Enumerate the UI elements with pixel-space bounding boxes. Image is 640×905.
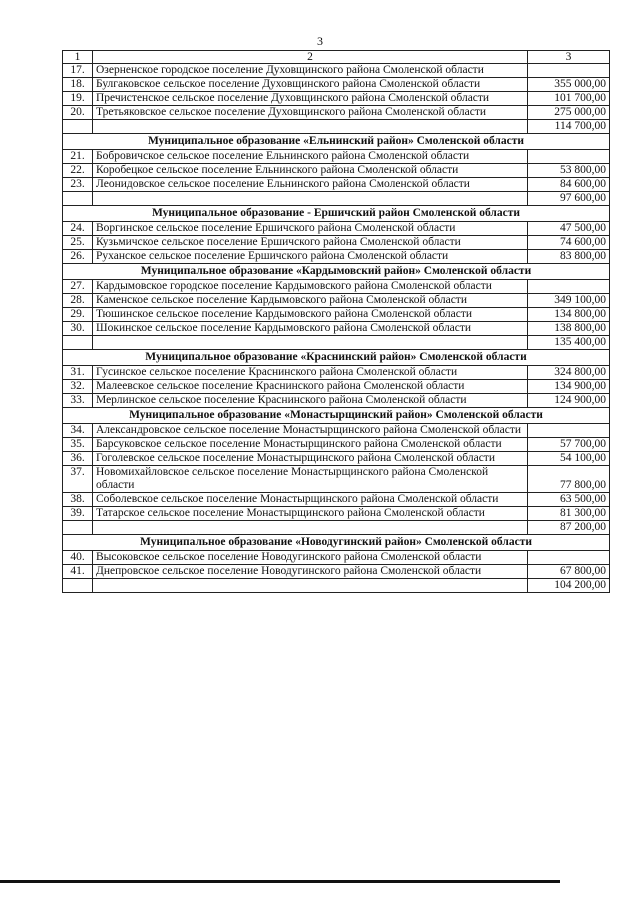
row-number	[63, 192, 93, 206]
row-number: 36.	[63, 452, 93, 466]
row-number: 18.	[63, 78, 93, 92]
settlement-name	[93, 192, 528, 206]
table-row	[63, 493, 610, 507]
header-col-1: 1	[63, 51, 93, 64]
table-row	[63, 521, 610, 535]
table-row	[63, 551, 610, 565]
amount-cell: 57 700,00	[528, 438, 610, 452]
settlement-name: Мерлинское сельское поселение Краснинского района Смоленской области	[93, 394, 528, 408]
settlement-name: Барсуковское сельское поселение Монастырщинского района Смоленской области	[93, 438, 528, 452]
row-number: 22.	[63, 164, 93, 178]
table-row	[63, 250, 610, 264]
amount-cell: 67 800,00	[528, 565, 610, 579]
settlement-name: Высоковское сельское поселение Новодугинского района Смоленской области	[93, 551, 528, 565]
table-row	[63, 280, 610, 294]
amount-cell: 74 600,00	[528, 236, 610, 250]
settlement-name: Озерненское городское поселение Духовщинского района Смоленской области	[93, 64, 528, 78]
settlement-name: Соболевское сельское поселение Монастырщинского района Смоленской области	[93, 493, 528, 507]
settlement-name: Александровское сельское поселение Монастырщинского района Смоленской области	[93, 424, 528, 438]
table-row	[63, 366, 610, 380]
section-title: Муниципальное образование - Ершичский район Смоленской области	[63, 206, 610, 222]
table-row	[63, 466, 610, 493]
amount-cell	[528, 150, 610, 164]
amount-cell	[528, 551, 610, 565]
table-row	[63, 452, 610, 466]
amount-cell: 87 200,00	[528, 521, 610, 535]
section-title: Муниципальное образование «Новодугинский район» Смоленской области	[63, 535, 610, 551]
row-number: 25.	[63, 236, 93, 250]
settlement-name: Тюшинское сельское поселение Кардымовского района Смоленской области	[93, 308, 528, 322]
section-title: Муниципальное образование «Кардымовский район» Смоленской области	[63, 264, 610, 280]
settlement-name: Руханское сельское поселение Ершичского района Смоленской области	[93, 250, 528, 264]
amount-cell: 63 500,00	[528, 493, 610, 507]
row-number: 37.	[63, 466, 93, 493]
row-number: 39.	[63, 507, 93, 521]
settlement-name: Коробецкое сельское поселение Ельнинского района Смоленской области	[93, 164, 528, 178]
section-title: Муниципальное образование «Ельнинский район» Смоленской области	[63, 134, 610, 150]
settlement-name: Гоголевское сельское поселение Монастырщинского района Смоленской области	[93, 452, 528, 466]
amount-cell: 47 500,00	[528, 222, 610, 236]
amount-cell: 135 400,00	[528, 336, 610, 350]
row-number: 19.	[63, 92, 93, 106]
amount-cell: 349 100,00	[528, 294, 610, 308]
table-row	[63, 64, 610, 78]
row-number: 32.	[63, 380, 93, 394]
row-number: 27.	[63, 280, 93, 294]
table-row	[63, 78, 610, 92]
amount-cell: 83 800,00	[528, 250, 610, 264]
amount-cell: 134 800,00	[528, 308, 610, 322]
row-number: 29.	[63, 308, 93, 322]
table-row	[63, 92, 610, 106]
settlement-name: Воргинское сельское поселение Ершичского района Смоленской области	[93, 222, 528, 236]
settlement-name	[93, 521, 528, 535]
table-row	[63, 507, 610, 521]
table-row	[63, 106, 610, 120]
table-row	[63, 322, 610, 336]
row-number: 33.	[63, 394, 93, 408]
section-header-row	[63, 535, 610, 551]
amount-cell: 114 700,00	[528, 120, 610, 134]
allocation-table	[62, 50, 610, 593]
row-number: 21.	[63, 150, 93, 164]
row-number	[63, 120, 93, 134]
row-number: 31.	[63, 366, 93, 380]
table-row	[63, 236, 610, 250]
table-row	[63, 308, 610, 322]
table-row	[63, 336, 610, 350]
section-header-row	[63, 408, 610, 424]
header-col-2: 2	[93, 51, 528, 64]
amount-cell: 97 600,00	[528, 192, 610, 206]
settlement-name	[93, 579, 528, 593]
table-row	[63, 222, 610, 236]
settlement-name: Третьяковское сельское поселение Духовщинского района Смоленской области	[93, 106, 528, 120]
table-row	[63, 424, 610, 438]
amount-cell: 138 800,00	[528, 322, 610, 336]
settlement-name: Леонидовское сельское поселение Ельнинского района Смоленской области	[93, 178, 528, 192]
section-header-row	[63, 264, 610, 280]
amount-cell: 101 700,00	[528, 92, 610, 106]
settlement-name: Гусинское сельское поселение Краснинского района Смоленской области	[93, 366, 528, 380]
table-row	[63, 120, 610, 134]
settlement-name: Кузьмичское сельское поселение Ершичского района Смоленской области	[93, 236, 528, 250]
section-header-row	[63, 350, 610, 366]
settlement-name: Новомихайловское сельское поселение Монастырщинского района Смоленской области	[93, 466, 528, 493]
settlement-name	[93, 120, 528, 134]
row-number: 24.	[63, 222, 93, 236]
row-number: 30.	[63, 322, 93, 336]
settlement-name	[93, 336, 528, 350]
settlement-name: Кардымовское городское поселение Кардымовского района Смоленской области	[93, 280, 528, 294]
amount-cell: 124 900,00	[528, 394, 610, 408]
amount-cell: 77 800,00	[528, 466, 610, 493]
table-row	[63, 438, 610, 452]
row-number: 17.	[63, 64, 93, 78]
row-number: 34.	[63, 424, 93, 438]
amount-cell: 84 600,00	[528, 178, 610, 192]
section-title: Муниципальное образование «Монастырщинский район» Смоленской области	[63, 408, 610, 424]
row-number	[63, 521, 93, 535]
amount-cell: 275 000,00	[528, 106, 610, 120]
amount-cell: 53 800,00	[528, 164, 610, 178]
settlement-name: Малеевское сельское поселение Краснинского района Смоленской области	[93, 380, 528, 394]
row-number: 40.	[63, 551, 93, 565]
amount-cell: 324 800,00	[528, 366, 610, 380]
settlement-name: Каменское сельское поселение Кардымовского района Смоленской области	[93, 294, 528, 308]
settlement-name: Булгаковское сельское поселение Духовщинского района Смоленской области	[93, 78, 528, 92]
section-title: Муниципальное образование «Краснинский район» Смоленской области	[63, 350, 610, 366]
table-row	[63, 164, 610, 178]
table-row	[63, 380, 610, 394]
row-number: 20.	[63, 106, 93, 120]
table-header-row	[63, 51, 610, 64]
row-number: 28.	[63, 294, 93, 308]
row-number: 26.	[63, 250, 93, 264]
page-bottom-rule	[0, 880, 560, 883]
settlement-name: Бобровичское сельское поселение Ельнинского района Смоленской области	[93, 150, 528, 164]
table-row	[63, 579, 610, 593]
row-number: 41.	[63, 565, 93, 579]
table-row	[63, 565, 610, 579]
row-number: 38.	[63, 493, 93, 507]
page-number: 3	[317, 34, 323, 48]
table-row	[63, 192, 610, 206]
settlement-name: Шокинское сельское поселение Кардымовского района Смоленской области	[93, 322, 528, 336]
table-row	[63, 294, 610, 308]
header-col-3: 3	[528, 51, 610, 64]
section-header-row	[63, 206, 610, 222]
row-number: 35.	[63, 438, 93, 452]
amount-cell: 134 900,00	[528, 380, 610, 394]
amount-cell	[528, 64, 610, 78]
settlement-name: Татарское сельское поселение Монастырщинского района Смоленской области	[93, 507, 528, 521]
amount-cell	[528, 424, 610, 438]
settlement-name: Днепровское сельское поселение Новодугинского района Смоленской области	[93, 565, 528, 579]
table-row	[63, 394, 610, 408]
amount-cell: 355 000,00	[528, 78, 610, 92]
settlement-name: Пречистенское сельское поселение Духовщинского района Смоленской области	[93, 92, 528, 106]
row-number	[63, 336, 93, 350]
amount-cell: 81 300,00	[528, 507, 610, 521]
amount-cell	[528, 280, 610, 294]
section-header-row	[63, 134, 610, 150]
table-row	[63, 150, 610, 164]
table-row	[63, 178, 610, 192]
amount-cell: 54 100,00	[528, 452, 610, 466]
row-number	[63, 579, 93, 593]
amount-cell: 104 200,00	[528, 579, 610, 593]
row-number: 23.	[63, 178, 93, 192]
